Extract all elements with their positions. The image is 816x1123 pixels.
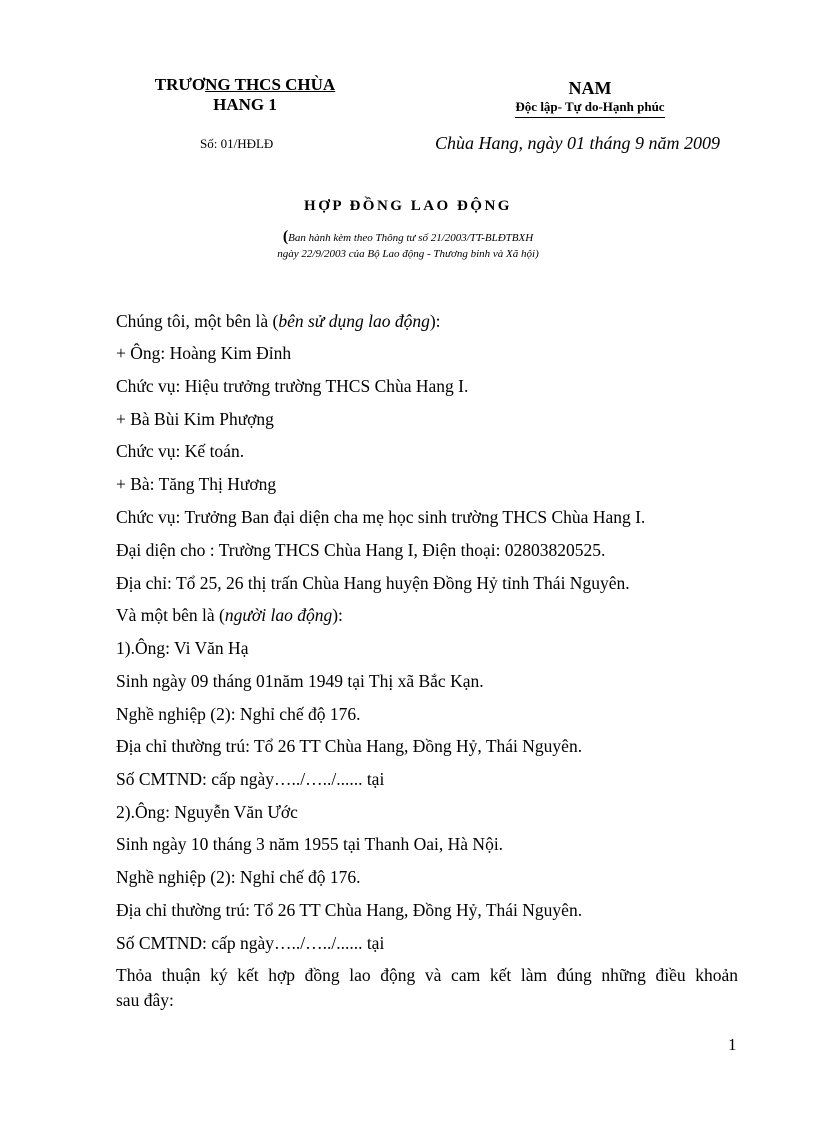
employee1-job: Nghề nghiệp (2): Nghỉ chế độ 176.	[116, 704, 361, 724]
school-name-line1: TRƯƠNG THCS CHÙA	[154, 75, 336, 94]
subtitle-line1: (Ban hành kèm theo Thông tư số 21/2003/TT-BLĐTBXH	[282, 228, 534, 245]
agreement-line2: sau đây:	[116, 990, 174, 1010]
document-date: Chùa Hang, ngày 01 tháng 9 năm 2009	[435, 133, 720, 153]
agreement-line1: Thỏa thuận ký kết hợp đồng lao động và cam kết làm đúng những điều khoản	[116, 965, 738, 985]
employee1-id: Số CMTND: cấp ngày…../…../...... tại	[116, 769, 385, 789]
subtitle-line2: ngày 22/9/2003 của Bộ Lao động - Thương binh và Xã hội)	[277, 248, 539, 260]
page-number: 1	[728, 1035, 737, 1054]
employer-intro: Chúng tôi, một bên là (bên sử dụng lao động):	[116, 311, 441, 331]
employer-rep1-role: Chức vụ: Hiệu trưởng trường THCS Chùa Hang I.	[116, 376, 469, 396]
school-name-line2: HANG 1	[213, 95, 277, 114]
employer-rep2-name: + Bà Bùi Kim Phượng	[116, 409, 274, 429]
national-header	[440, 78, 740, 118]
employer-rep2-role: Chức vụ: Kế toán.	[116, 441, 245, 461]
employee1-name: 1).Ông: Vi Văn Hạ	[116, 638, 249, 658]
national-motto: Độc lập- Tự do-Hạnh phúc	[515, 98, 664, 118]
employee-intro: Và một bên là (người lao động):	[116, 605, 343, 625]
employee1-address: Địa chỉ thường trú: Tổ 26 TT Chùa Hang, Đồng Hỷ, Thái Nguyên.	[116, 736, 583, 756]
employee2-id: Số CMTND: cấp ngày…../…../...... tại	[116, 933, 385, 953]
employee2-address: Địa chỉ thường trú: Tổ 26 TT Chùa Hang, Đồng Hỷ, Thái Nguyên.	[116, 900, 583, 920]
employee2-birth: Sinh ngày 10 tháng 3 năm 1955 tại Thanh Oai, Hà Nội.	[116, 834, 504, 854]
employer-rep1-name: + Ông: Hoàng Kim Đỉnh	[116, 343, 292, 363]
document-number: Số: 01/HĐLĐ	[200, 136, 274, 151]
employee2-job: Nghề nghiệp (2): Nghỉ chế độ 176.	[116, 867, 361, 887]
employer-address: Địa chỉ: Tổ 25, 26 thị trấn Chùa Hang huyện Đồng Hỷ tỉnh Thái Nguyên.	[116, 573, 630, 593]
employee2-name: 2).Ông: Nguyễn Văn Ước	[116, 802, 298, 822]
employer-rep3-role: Chức vụ: Trưởng Ban đại diện cha mẹ học sinh trường THCS Chùa Hang I.	[116, 507, 646, 527]
employer-rep3-name: + Bà: Tăng Thị Hương	[116, 474, 277, 494]
document-title: HỢP ĐỒNG LAO ĐỘNG	[304, 198, 512, 214]
country-name: NAM	[568, 78, 612, 98]
school-name	[135, 75, 355, 115]
employer-represent: Đại diện cho : Trường THCS Chùa Hang I, Điện thoại: 02803820525.	[116, 540, 606, 560]
employee1-birth: Sinh ngày 09 tháng 01năm 1949 tại Thị xã Bắc Kạn.	[116, 671, 484, 691]
